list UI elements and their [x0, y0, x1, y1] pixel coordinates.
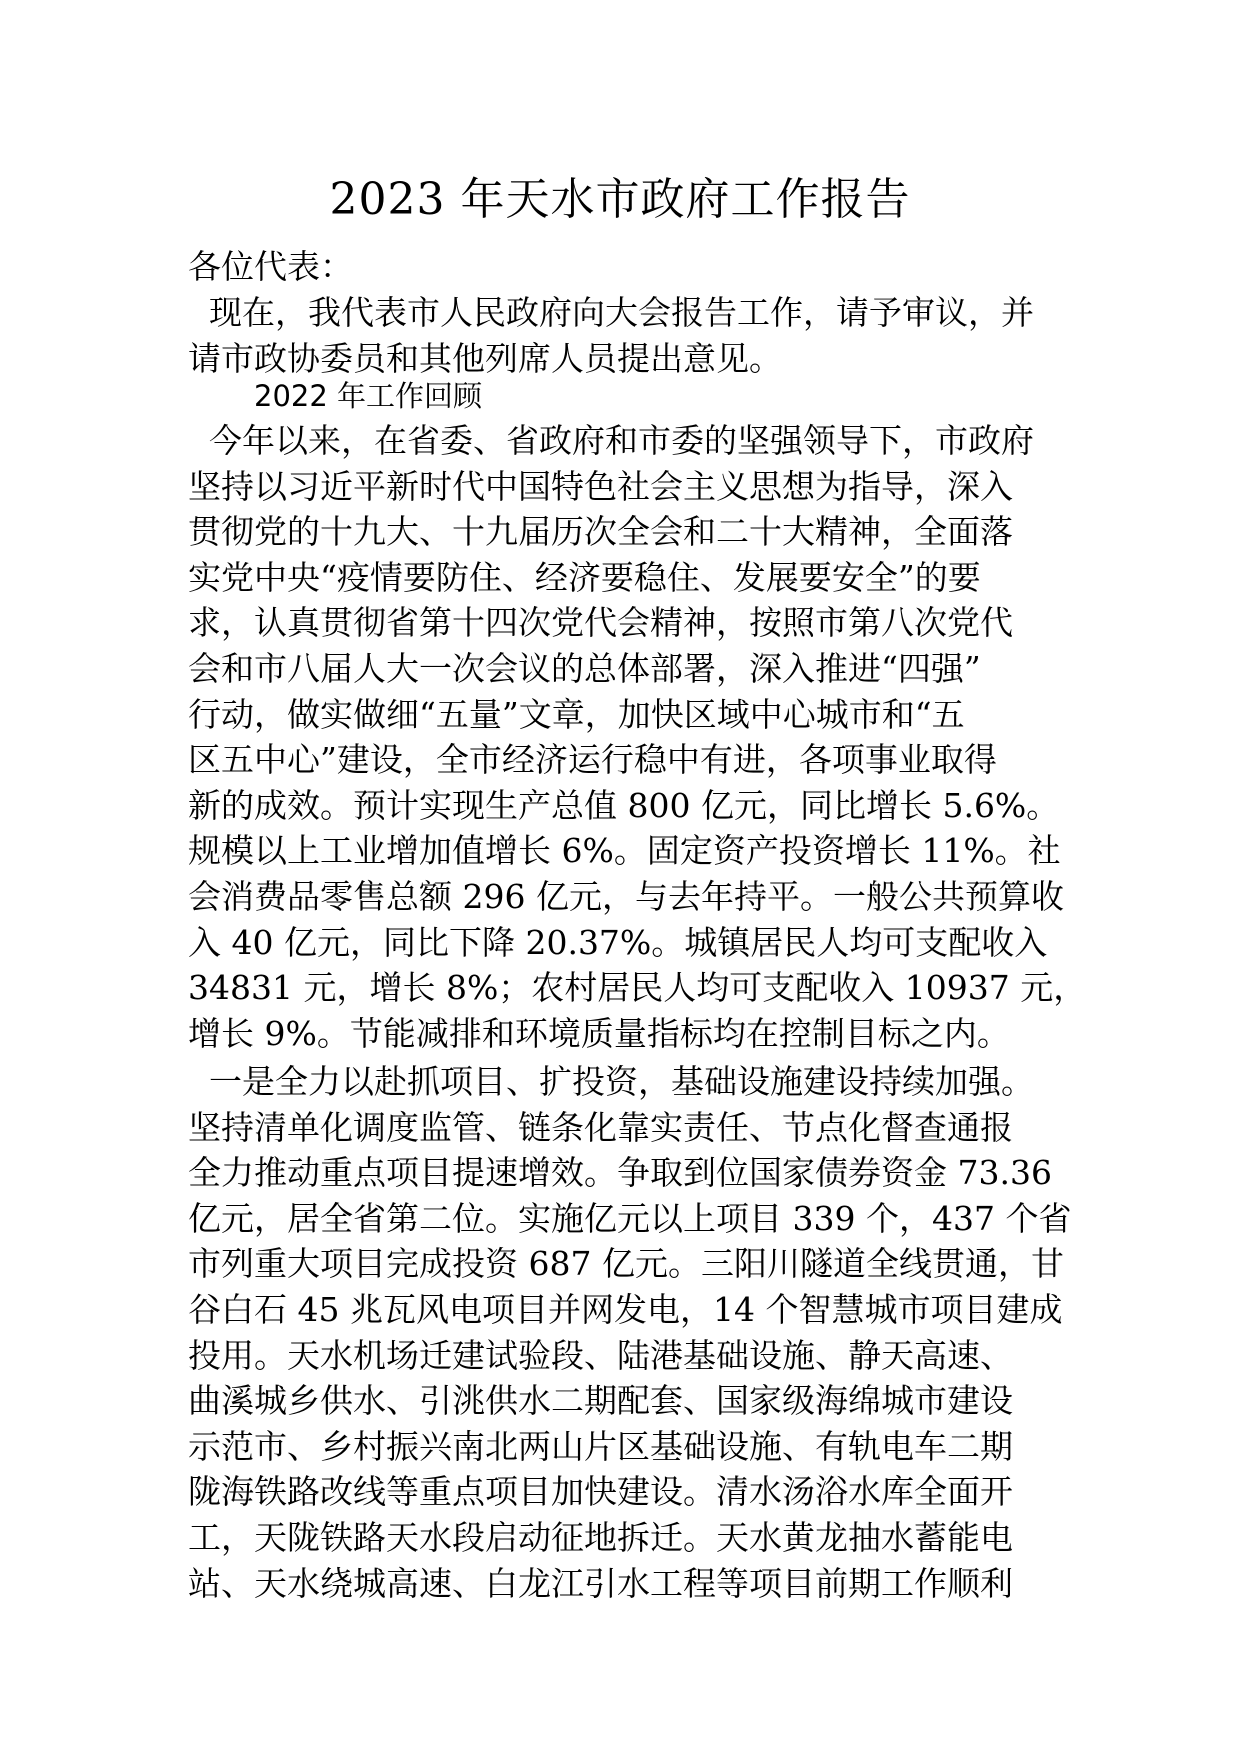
- text-line: 谷白石 45 兆瓦风电项目并网发电，14 个智慧城市项目建成: [188, 1289, 1063, 1329]
- intro-paragraph: [188, 290, 1058, 381]
- text-line: 会消费品零售总额 296 亿元，与去年持平。一般公共预算收: [188, 876, 1064, 916]
- text-line: 示范市、乡村振兴南北两山片区基础设施、有轨电车二期: [188, 1426, 1013, 1466]
- text-line: 34831 元，增长 8%；农村居民人均可支配收入 10937 元，: [188, 968, 1087, 1008]
- text-line: 实党中央“疫情要防住、经济要稳住、发展要安全”的要: [188, 557, 981, 597]
- text-line: 现在，我代表市人民政府向大会报告工作，请予审议，并: [188, 293, 1034, 332]
- text-line: 新的成效。预计实现生产总值 800 亿元，同比增长 5.6%。: [188, 785, 1060, 825]
- text-line: 工，天陇铁路天水段启动征地拆迁。天水黄龙抽水蓄能电: [188, 1517, 1013, 1557]
- text-line: 市列重大项目完成投资 687 亿元。三阳川隧道全线贯通，甘: [188, 1244, 1064, 1284]
- text-line: 贯彻党的十九大、十九届历次全会和二十大精神，全面落: [188, 512, 1013, 552]
- text-line: 亿元，居全省第二位。实施亿元以上项目 339 个，437 个省: [188, 1198, 1072, 1238]
- text-line: 增长 9%。节能减排和环境质量指标均在控制目标之内。: [188, 1013, 1010, 1053]
- document-title: 2023 年天水市政府工作报告: [329, 174, 911, 225]
- projects-paragraph: [188, 1059, 1072, 1606]
- text-line: 坚持以习近平新时代中国特色社会主义思想为指导，深入: [188, 466, 1013, 506]
- text-line: 今年以来，在省委、省政府和市委的坚强领导下，市政府: [188, 421, 1034, 460]
- text-line: 请市政协委员和其他列席人员提出意见。: [188, 338, 782, 378]
- text-line: 入 40 亿元，同比下降 20.37%。城镇居民人均可支配收入: [188, 922, 1048, 962]
- section-heading: 2022 年工作回顾: [254, 379, 483, 413]
- text-line: 投用。天水机场迁建试验段、陆港基础设施、静天高速、: [188, 1335, 1013, 1375]
- text-line: 区五中心”建设，全市经济运行稳中有进，各项事业取得: [188, 740, 997, 780]
- text-line: 站、天水绕城高速、白龙江引水工程等项目前期工作顺利: [188, 1563, 1013, 1603]
- review-paragraph: [188, 418, 1087, 1056]
- text-line: 一是全力以赴抓项目、扩投资，基础设施建设持续加强。: [188, 1062, 1034, 1101]
- text-line: 曲溪城乡供水、引洮供水二期配套、国家级海绵城市建设: [188, 1381, 1013, 1421]
- text-line: 会和市八届人大一次会议的总体部署，深入推进“四强”: [188, 648, 981, 688]
- text-line: 规模以上工业增加值增长 6%。固定资产投资增长 11%。社: [188, 831, 1061, 871]
- text-line: 行动，做实做细“五量”文章，加快区域中心城市和“五: [188, 694, 965, 734]
- text-line: 坚持清单化调度监管、链条化靠实责任、节点化督查通报: [188, 1107, 1013, 1147]
- text-line: 求，认真贯彻省第十四次党代会精神，按照市第八次党代: [188, 603, 1013, 643]
- greeting: 各位代表：: [188, 247, 353, 286]
- text-line: 陇海铁路改线等重点项目加快建设。清水汤浴水库全面开: [188, 1472, 1013, 1512]
- text-line: 全力推动重点项目提速增效。争取到位国家债券资金 73.36: [188, 1153, 1052, 1193]
